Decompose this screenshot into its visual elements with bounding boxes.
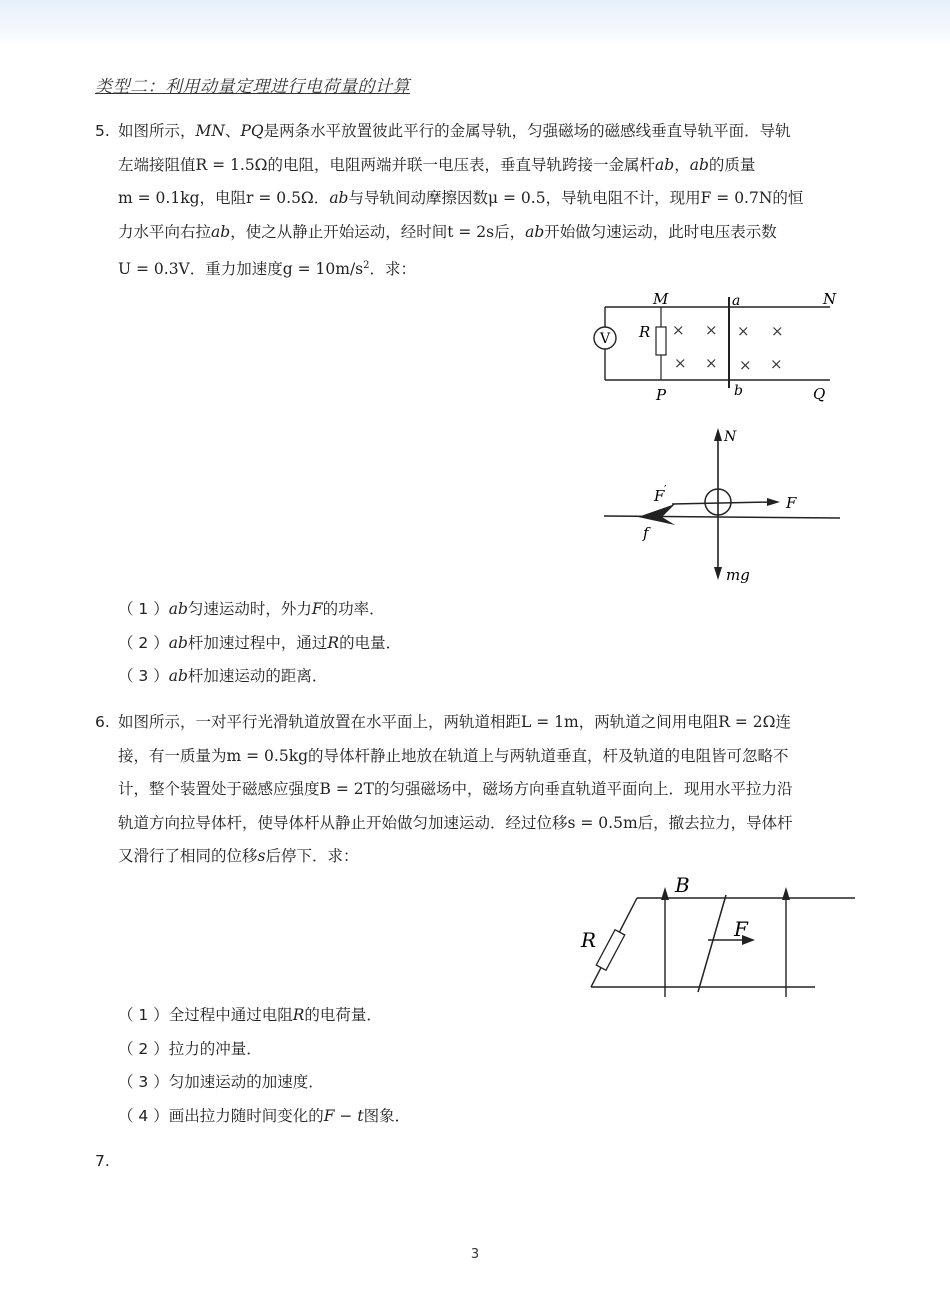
force-diagram-figure: [600, 425, 845, 590]
sub-question-6-3: （ 3 ）匀加速运动的加速度．: [118, 1073, 324, 1091]
resistor: [656, 327, 666, 355]
svg-text:′: ′: [664, 483, 667, 496]
svg-text:R: R: [639, 323, 651, 341]
question-number: 6.: [95, 713, 110, 731]
svg-text:N: N: [724, 429, 737, 445]
svg-text:P: P: [656, 386, 667, 404]
magnetic-field-crosses: [672, 321, 784, 374]
svg-text:×: ×: [674, 354, 687, 372]
question-number: 5.: [95, 122, 110, 140]
question-5-text: [118, 115, 803, 283]
svg-text:R: R: [581, 928, 597, 952]
text-line: 如图所示，MN、PQ是两条水平放置彼此平行的金属导轨，匀强磁场的磁感线垂直导轨平面．导轨: [118, 122, 791, 140]
resistor: [596, 930, 624, 970]
svg-text:×: ×: [705, 321, 718, 339]
svg-text:F: F: [786, 494, 797, 512]
text-line: U = 0.3V．重力加速度$g = 10m/s^2$．求：: [118, 260, 417, 279]
section-title: 类型二：利用动量定理进行电荷量的计算: [95, 77, 410, 97]
force-f-arrowhead: [767, 498, 780, 506]
text-line: 左端接阻值R = 1.5Ω的电阻，电阻两端并联一电压表，垂直导轨跨接一金属杆ab，ab的质量: [118, 155, 756, 174]
normal-force-arrowhead: [714, 428, 722, 441]
svg-text:B: B: [675, 873, 690, 897]
friction-arrowhead: [638, 504, 675, 525]
sub-question-5-2: （ 2 ）ab杆加速过程中，通过R的电量．: [118, 634, 402, 652]
sub-question-6-4: （ 4 ）画出拉力随时间变化的F − t图象．: [118, 1107, 411, 1125]
text-line: 接，有一质量为m = 0.5kg的导体杆静止地放在轨道上与两轨道垂直，杆及轨道的电阻皆可忽略不: [118, 746, 789, 765]
header-band: [0, 0, 950, 48]
svg-text:f: f: [643, 524, 649, 542]
gravity-arrowhead: [714, 567, 722, 580]
question-number: 7.: [95, 1152, 110, 1170]
svg-text:×: ×: [737, 322, 750, 340]
svg-text:a: a: [732, 293, 741, 309]
sub-question-6-2: （ 2 ）拉力的冲量．: [118, 1040, 262, 1058]
rails-rod-figure: [575, 870, 860, 1000]
page-number: 3: [470, 1247, 480, 1262]
text-line: 又滑行了相同的位移s后停下．求：: [118, 847, 359, 865]
svg-text:mg: mg: [726, 566, 750, 584]
svg-text:×: ×: [672, 321, 685, 339]
sub-question-6-1: （ 1 ）全过程中通过电阻R的电荷量．: [118, 1006, 382, 1024]
question-6-text: [118, 706, 793, 874]
svg-text:b: b: [734, 383, 743, 399]
text-line: m = 0.1kg，电阻r = 0.5Ω．ab与导轨间动摩擦因数μ = 0.5，导轨电阻不计，现用F = 0.7N的恒: [118, 189, 804, 207]
svg-text:F: F: [654, 487, 665, 505]
svg-text:×: ×: [705, 354, 718, 372]
svg-text:F: F: [734, 917, 748, 941]
svg-text:M: M: [653, 290, 669, 308]
sub-question-5-1: （ 1 ）ab匀速运动时，外力F的功率．: [118, 600, 385, 618]
text-line: 计，整个装置处于磁感应强度B = 2T的匀强磁场中，磁场方向垂直轨道平面向上．现用水平拉力沿: [118, 780, 793, 798]
svg-text:×: ×: [739, 356, 752, 374]
svg-text:Q: Q: [813, 385, 826, 403]
svg-text:N: N: [823, 290, 837, 308]
text-line: 力水平向右拉ab，使之从静止开始运动，经时间t = 2s后，ab开始做匀速运动，此时电压表示数: [118, 222, 777, 241]
svg-text:V: V: [599, 331, 611, 347]
circuit-rails-figure: [585, 285, 855, 410]
conductor-rod: [698, 895, 726, 992]
text-line: 如图所示，一对平行光滑轨道放置在水平面上，两轨道相距L = 1m，两轨道之间用电阻R = 2Ω连: [118, 713, 791, 731]
text-line: 轨道方向拉导体杆，使导体杆从静止开始做匀加速运动．经过位移s = 0.5m后，撤去拉力，导体杆: [118, 813, 793, 832]
svg-text:×: ×: [770, 355, 783, 373]
svg-text:×: ×: [771, 322, 784, 340]
sub-question-5-3: （ 3 ）ab杆加速运动的距离．: [118, 667, 328, 685]
